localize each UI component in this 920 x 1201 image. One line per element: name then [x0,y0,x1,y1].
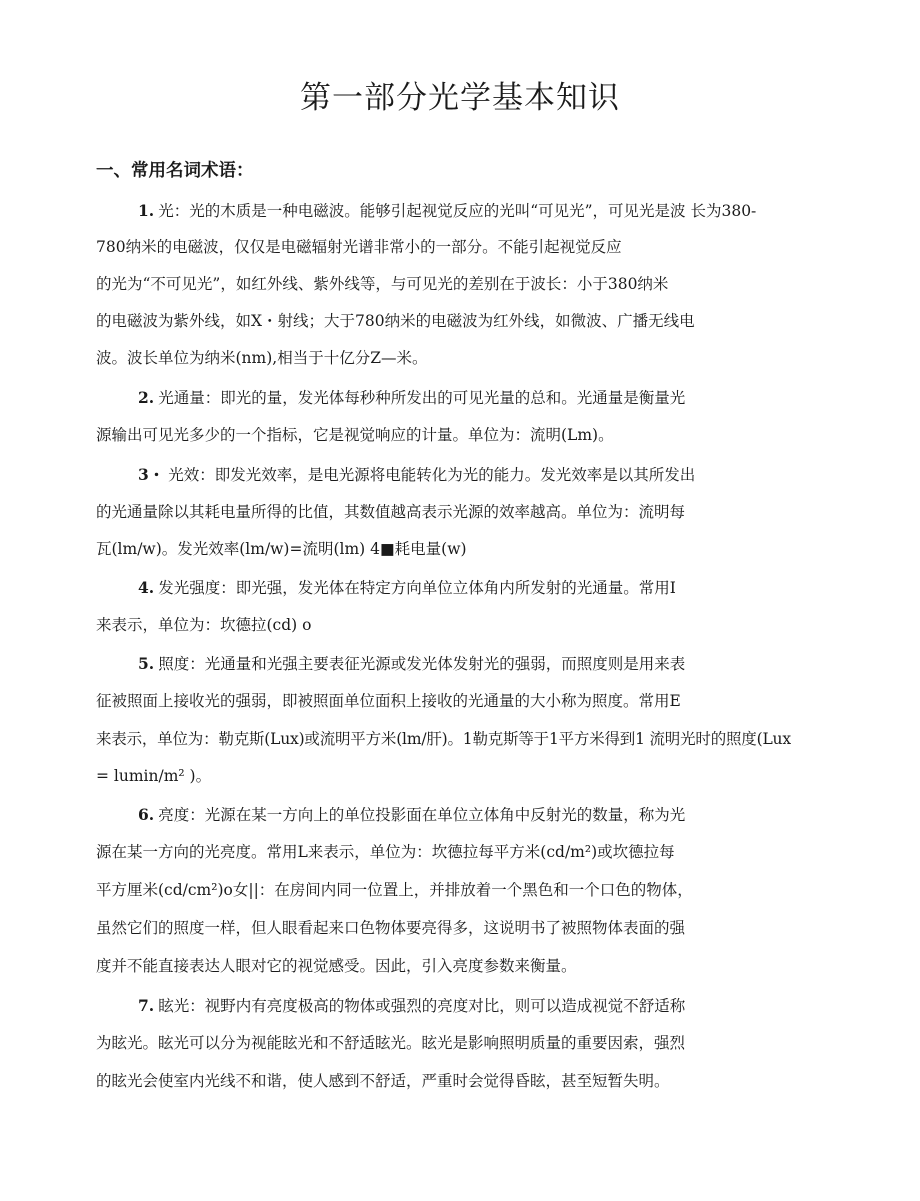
paragraph-text: 照度：光通量和光强主要表征光源或发光体发射光的强弱，而照度则是用来表 [158,655,686,673]
paragraph-1-line-4: 的电磁波为紫外线，如X・射线；大于780纳米的电磁波为红外线，如微波、广播无线电 [96,312,695,330]
paragraph-number: 2. [138,388,155,407]
paragraph-3-line-3: 瓦(lm/w)。发光效率(lm/w)=流明(lm) 4■耗电量(w) [96,540,467,558]
paragraph-2-line-1 [138,388,685,408]
paragraph-6-line-2: 源在某一方向的光亮度。常用L来表示，单位为：坎德拉每平方米(cd/m²)或坎德拉每 [96,843,675,861]
paragraph-7-line-1 [138,996,685,1016]
paragraph-6-line-3: 平方厘米(cd/cm²)o女||：在房间内同一位置上，并排放着一个黑色和一个口色的物体， [96,881,693,899]
paragraph-4-line-2: 来表示，单位为：坎德拉(cd) o [96,616,312,634]
paragraph-1-line-2: 780纳米的电磁波，仅仅是电磁辐射光谱非常小的一部分。不能引起视觉反应 [96,238,622,256]
paragraph-number: 5. [138,654,155,673]
paragraph-4-line-1 [138,578,676,598]
paragraph-3-line-1 [138,465,695,485]
paragraph-text: 光：光的木质是一种电磁波。能够引起视觉反应的光叫“可见光”，可见光是波 长为380- [158,202,757,220]
paragraph-number: 4. [138,578,155,597]
paragraph-5-line-3: 来表示，单位为：勒克斯(Lux)或流明平方米(lm/肝)。1勒克斯等于1平方米得到1 流明光时的照度(Lux [96,730,791,748]
paragraph-text: 发光强度：即光强，发光体在特定方向单位立体角内所发射的光通量。常用I [158,579,676,597]
paragraph-3-line-2: 的光通量除以其耗电量所得的比值，其数值越高表示光源的效率越高。单位为：流明每 [96,503,686,521]
paragraph-5-line-2: 征被照面上接收光的强弱，即被照面单位面积上接收的光通量的大小称为照度。常用E [96,692,681,710]
paragraph-1-line-3: 的光为“不可见光”，如红外线、紫外线等，与可见光的差别在于波长：小于380纳米 [96,275,669,293]
paragraph-number: 1. [138,201,155,220]
paragraph-5-line-1 [138,654,685,674]
section-heading: 一、常用名词术语： [96,161,254,181]
paragraph-text: 亮度：光源在某一方向上的单位投影面在单位立体角中反射光的数量，称为光 [158,806,686,824]
paragraph-6-line-5: 度并不能直接表达人眼对它的视觉感受。因此，引入亮度参数来衡量。 [96,957,577,975]
paragraph-number: 3・ [138,465,165,484]
paragraph-2-line-2: 源输出可见光多少的一个指标，它是视觉响应的计量。单位为：流明(Lm)。 [96,426,614,444]
paragraph-5-line-4: = lumin/m² )。 [96,767,212,785]
paragraph-number: 6. [138,805,155,824]
paragraph-number: 7. [138,996,155,1015]
paragraph-7-line-2: 为眩光。眩光可以分为视能眩光和不舒适眩光。眩光是影响照明质量的重要因索，强烈 [96,1034,686,1052]
paragraph-1-line-1 [138,201,756,221]
paragraph-text: 光效：即发光效率，是电光源将电能转化为光的能力。发光效率是以其所发出 [168,466,696,484]
paragraph-7-line-3: 的眩光会使室内光线不和谐，使人感到不舒适，严重时会觉得昏眩，甚至短暂失明。 [96,1072,670,1090]
page-title: 第一部分光学基本知识 [300,80,620,116]
paragraph-text: 眩光：视野内有亮度极高的物体或强烈的亮度对比，则可以造成视觉不舒适称 [158,997,686,1015]
paragraph-text: 光通量：即光的量，发光体每秒种所发出的可见光量的总和。光通量是衡量光 [158,389,686,407]
paragraph-1-line-5: 波。波长单位为纳米(nm),相当于十亿分Z—米。 [96,349,428,367]
paragraph-6-line-4: 虽然它们的照度一样，但人眼看起来口色物体要亮得多，这说明书了被照物体表面的强 [96,919,686,937]
paragraph-6-line-1 [138,805,685,825]
